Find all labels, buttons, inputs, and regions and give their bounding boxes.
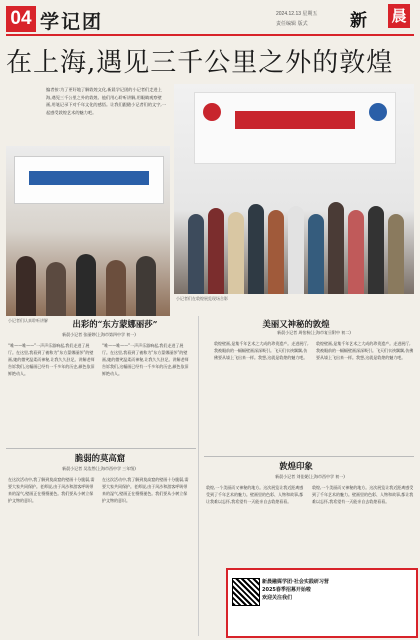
exhibition-banner	[194, 92, 396, 164]
section-divider	[204, 456, 414, 457]
article-body: 敦煌壁画,是集千年艺术之大成的珍贵遗产。走进展厅,我被眼前的一幅幅壁画深深吸引。飞天们衣袂飘飘,仿佛要从墙上飞出来一样。我想,这就是敦煌的魅力吧。	[214, 341, 309, 360]
ad-line: 2025春季招募开始啦	[262, 587, 311, 593]
qr-code-icon	[232, 578, 260, 606]
editor-line: 责任编辑 版式	[276, 21, 308, 27]
logo-brand: 新	[350, 11, 366, 31]
header-rule	[6, 34, 414, 36]
group-photo	[174, 84, 414, 294]
photo-caption: 小记者们在敦煌展览现场合影	[176, 296, 228, 301]
article-author: 新晨小记者 吴浩然(上海市西中学 三年级)	[62, 466, 136, 471]
ad-line: 新晨融媒学团·社会实践研习营	[262, 579, 329, 585]
article-author: 新晨小记者 周怡秋(上海市复旦附中 初二)	[277, 330, 351, 335]
promo-ad[interactable]	[226, 568, 418, 638]
section-divider	[6, 448, 196, 449]
article-title: 敦煌印象	[279, 461, 313, 471]
article-body-cont: 敦煌,一个美丽而又神秘的地方。这次展览让我近距离感受到了千年艺术的魅力。壁画里的色彩、人物和故事,都让我难以忘怀,我希望有一天能亲自去敦煌看看。	[312, 485, 414, 504]
article-title: 美丽又神秘的敦煌	[262, 319, 330, 329]
article-author: 新晨小记者 刘佳妮(上海市西中学 初一)	[275, 474, 345, 479]
page-number: 04	[6, 6, 36, 32]
newspaper-logo	[350, 4, 414, 32]
section-title: 学记团	[40, 11, 104, 33]
lecture-photo	[6, 146, 170, 316]
article-body: “唯——唯——”一声声乐器响起,我们走进了展厅。在这里,我看到了被称为“东方蒙娜丽莎”的壁画,她的微笑温柔而神秘,让我久久驻足。讲解老师告诉我们,这幅画已经有一千多年的历史,颜色依旧鲜艳动人。	[8, 343, 95, 376]
article-body-cont: “唯——唯——”一声声乐器响起,我们走进了展厅。在这里,我看到了被称为“东方蒙娜丽莎”的壁画,她的微笑温柔而神秘,让我久久驻足。讲解老师告诉我们,这幅画已经有一千多年的历史,颜色依旧鲜艳动人。	[102, 343, 189, 376]
photo-caption: 小记者们认真聆听讲解	[8, 318, 48, 323]
column-divider	[198, 316, 199, 636]
article-body-cont: 敦煌壁画,是集千年艺术之大成的珍贵遗产。走进展厅,我被眼前的一幅幅壁画深深吸引。飞天们衣袂飘飘,仿佛要从墙上飞出来一样。我想,这就是敦煌的魅力吧。	[316, 341, 414, 360]
article-body: 在这次活动中,我了解到莫高窟的壁画十分脆弱,需要大家共同保护。老师说,由于风沙和游客呼吸带来的湿气,壁画正在慢慢褪色。我们要从小树立保护文物的意识。	[8, 477, 95, 503]
article-body: 敦煌,一个美丽而又神秘的地方。这次展览让我近距离感受到了千年艺术的魅力。壁画里的色彩、人物和故事,都让我难以忘怀,我希望有一天能亲自去敦煌看看。	[206, 485, 304, 504]
logo-brand-red: 晨	[388, 4, 410, 28]
issue-date: 2024.12.13 星期五	[276, 11, 318, 17]
projection-screen	[14, 156, 164, 204]
article-title: 出彩的“东方蒙娜丽莎”	[72, 319, 158, 329]
article-body-cont: 在这次活动中,我了解到莫高窟的壁画十分脆弱,需要大家共同保护。老师说,由于风沙和游客呼吸带来的湿气,壁画正在慢慢褪色。我们要从小树立保护文物的意识。	[102, 477, 189, 503]
article-author: 新晨小记者 张丽婷(上海市第四中学 初一)	[62, 332, 136, 337]
article-title: 脆弱的莫高窟	[74, 453, 126, 463]
editor-intro: 编者按:为了更好地了解敦煌文化,新晨学记团的小记者们走进上海,遇见三千公里之外的敦煌。他们用心聆听讲解,用眼睛观察壁画,用笔记录下对千年文化的感悟。让我们跟随小记者们的文字,一起感受敦煌艺术的魅力吧。	[46, 87, 166, 115]
ad-line: 欢迎关注我们	[262, 595, 293, 601]
page-headline: 在上海,遇见三千公里之外的敦煌	[6, 48, 394, 78]
